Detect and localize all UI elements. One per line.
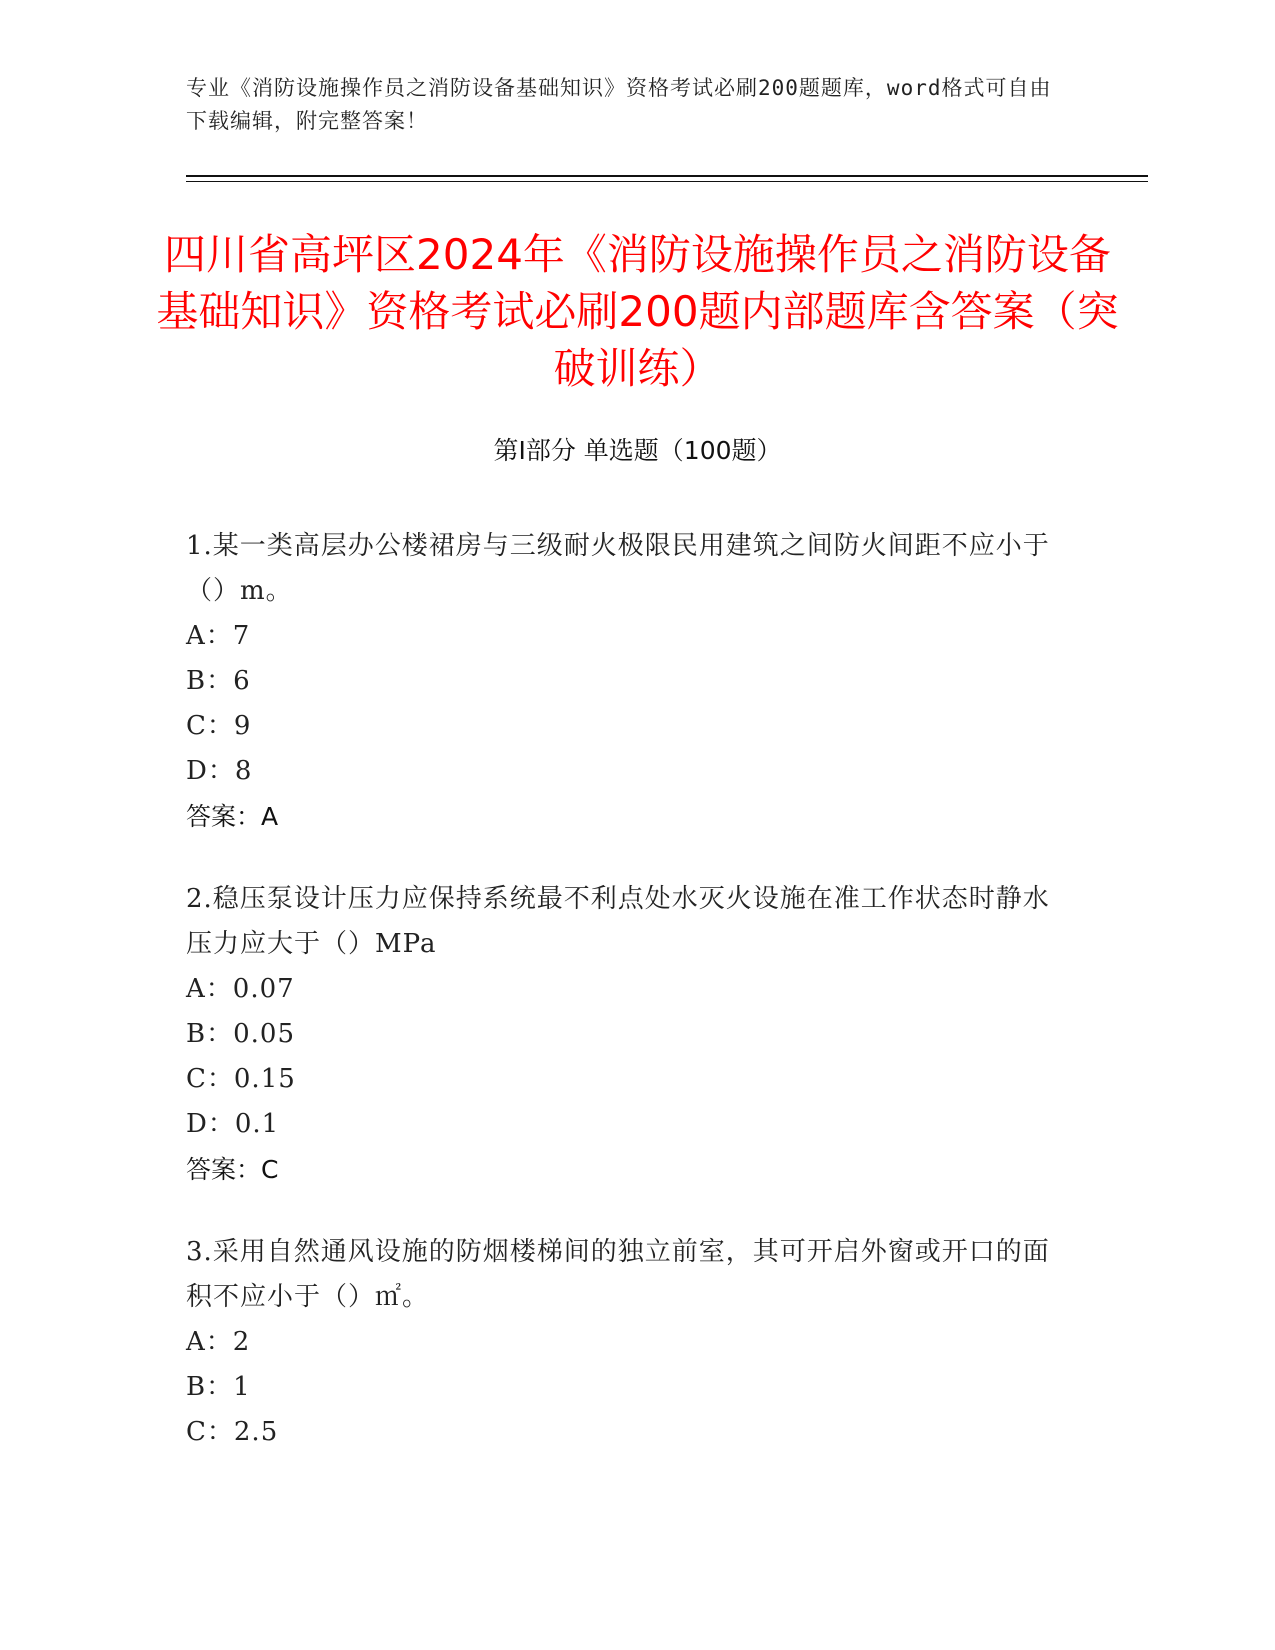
option-b: B：6 [186,666,251,696]
question-stem: 3.采用自然通风设施的防烟楼梯间的独立前室，其可开启外窗或开口的面积不应小于（）㎡。 [186,1237,1050,1312]
question-stem: 2.稳压泵设计压力应保持系统最不利点处水灭火设施在准工作状态时静水压力应大于（）MPa [186,884,1050,959]
option-a: A：7 [186,621,251,651]
header-rule-thick [186,175,1148,177]
answer: 答案：C [186,1155,279,1184]
section-title: 第Ⅰ部分 单选题（100题） [493,436,782,465]
header-rule-thin [186,181,1148,182]
question-3 [186,1230,1066,1455]
question-1 [186,524,1066,839]
question-stem: 1.某一类高层办公楼裙房与三级耐火极限民用建筑之间防火间距不应小于（）m。 [186,531,1050,606]
header-note: 专业《消防设施操作员之消防设备基础知识》资格考试必刷200题题库，word格式可自由下载编辑，附完整答案！ [186,76,1052,133]
option-d: D：8 [186,756,253,786]
question-list [186,524,1066,1493]
answer: 答案：A [186,802,279,831]
option-a: A：0.07 [186,974,295,1004]
option-d: D：0.1 [186,1109,280,1139]
question-2 [186,877,1066,1192]
option-b: B：0.05 [186,1019,295,1049]
option-a: A：2 [186,1327,251,1357]
option-b: B：1 [186,1372,251,1402]
option-c: C：9 [186,711,252,741]
option-c: C：2.5 [186,1417,279,1447]
page-title: 四川省高坪区2024年《消防设施操作员之消防设备基础知识》资格考试必刷200题内部题库含答案（突破训练） [156,230,1119,393]
option-c: C：0.15 [186,1064,296,1094]
